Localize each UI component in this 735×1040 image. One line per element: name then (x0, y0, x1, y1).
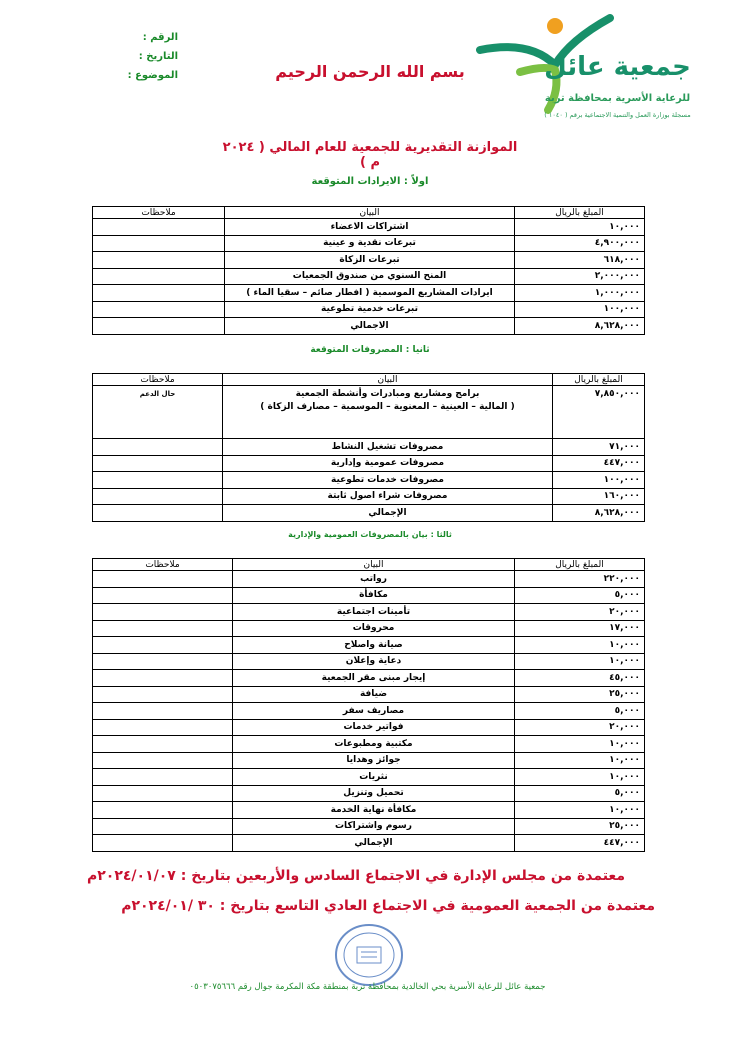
amount-cell: ٤٥,٠٠٠ (515, 670, 645, 687)
amount-header: المبلغ بالريال (553, 374, 645, 386)
notes-cell (93, 620, 233, 637)
amount-cell: ١٠,٠٠٠ (515, 736, 645, 753)
table-header-row (93, 559, 645, 571)
amount-cell: ١٠٠,٠٠٠ (515, 301, 645, 318)
amount-cell: ٢٠,٠٠٠ (515, 604, 645, 621)
notes-cell (93, 268, 225, 285)
notes-cell (93, 505, 223, 522)
table-row (93, 604, 645, 621)
notes-cell (93, 235, 225, 252)
desc-cell: مصروفات تشغيل النشاط (223, 439, 553, 456)
table-row (93, 752, 645, 769)
notes-header: ملاحظات (93, 374, 223, 386)
notes-cell (93, 301, 225, 318)
table-row (93, 719, 645, 736)
desc-cell: مكتبية ومطبوعات (233, 736, 515, 753)
amount-cell: ٨,٦٢٨,٠٠٠ (515, 318, 645, 335)
desc-cell: الاجمالي (225, 318, 515, 335)
document-title: الموازنة التقديرية للجمعية للعام المالي ( ٢٠٢٤ م ) (222, 140, 518, 170)
desc-cell: تحميل وتنزيل (233, 785, 515, 802)
notes-cell (93, 587, 233, 604)
desc-cell: إيجار مبنى مقر الجمعية (233, 670, 515, 687)
org-name: جمعية عائل (544, 52, 691, 82)
amount-cell: ١٠,٠٠٠ (515, 802, 645, 819)
desc-header: البيان (233, 559, 515, 571)
table-row (93, 802, 645, 819)
table-header-row (93, 374, 645, 386)
desc-cell: تبرعات نقدية و عينية (225, 235, 515, 252)
notes-cell (93, 571, 233, 588)
desc-cell (223, 386, 553, 439)
desc-cell: الإجمالي (233, 835, 515, 852)
basmala: بسم الله الرحمن الرحيم (275, 62, 465, 81)
desc-cell: اشتراكات الاعضاء (225, 219, 515, 236)
desc-cell: محروقات (233, 620, 515, 637)
desc-cell: مصروفات شراء اصول ثابتة (223, 488, 553, 505)
notes-cell (93, 219, 225, 236)
desc-cell: مكافأة (233, 587, 515, 604)
notes-header: ملاحظات (93, 559, 233, 571)
expenses-section-title: ثانيا : المصروفات المتوقعة (310, 345, 430, 355)
table-row (93, 620, 645, 637)
desc-header: البيان (225, 207, 515, 219)
amount-cell: ١٠,٠٠٠ (515, 769, 645, 786)
notes-cell (93, 686, 233, 703)
table-row (93, 785, 645, 802)
amount-cell: ١٦٠,٠٠٠ (553, 488, 645, 505)
desc-cell: جوائز وهدايا (233, 752, 515, 769)
board-approval: معتمدة من مجلس الإدارة في الاجتماع السادس والأربعين بتاريخ : ٢٠٢٤/٠١/٠٧م (86, 868, 625, 884)
table-row (93, 818, 645, 835)
notes-cell (93, 670, 233, 687)
revenue-table (92, 206, 645, 335)
amount-cell: ٢,٠٠٠,٠٠٠ (515, 268, 645, 285)
desc-cell: تأمينات اجتماعية (233, 604, 515, 621)
desc-cell: تبرعات الزكاة (225, 252, 515, 269)
footer-address: جمعية عائل للرعاية الأسرية بحي الخالدية بمحافظة تربة بمنطقة مكة المكرمة جوال رقم ٠٥٠٣٠٧٥٦٦٦ (189, 982, 546, 992)
desc-cell: فواتير خدمات (233, 719, 515, 736)
table-row (93, 769, 645, 786)
notes-cell (93, 818, 233, 835)
amount-cell: ٢٠,٠٠٠ (515, 719, 645, 736)
notes-cell (93, 653, 233, 670)
desc-cell: رسوم واشتراكات (233, 818, 515, 835)
notes-cell (93, 835, 233, 852)
amount-cell: ٤٤٧,٠٠٠ (515, 835, 645, 852)
desc-cell: المنح السنوي من صندوق الجمعيات (225, 268, 515, 285)
notes-cell (93, 318, 225, 335)
amount-cell: ٤,٩٠٠,٠٠٠ (515, 235, 645, 252)
notes-cell: حال الدعم (93, 386, 223, 439)
amount-cell: ٢٥,٠٠٠ (515, 686, 645, 703)
notes-cell (93, 252, 225, 269)
notes-cell (93, 719, 233, 736)
amount-cell: ٤٤٧,٠٠٠ (553, 455, 645, 472)
notes-cell (93, 488, 223, 505)
desc-cell: نثريات (233, 769, 515, 786)
date-label: التاريخ : (138, 51, 178, 62)
expenses-table (92, 373, 645, 522)
table-row (93, 252, 645, 269)
table-row (93, 587, 645, 604)
admin-expenses-table (92, 558, 645, 852)
assembly-approval: معتمدة من الجمعية العمومية في الاجتماع العادي التاسع بتاريخ : ٣٠ /٢٠٢٤/٠١م (121, 898, 655, 914)
subject-label: الموضوع : (127, 70, 178, 81)
table-row (93, 219, 645, 236)
amount-cell: ٥,٠٠٠ (515, 703, 645, 720)
notes-cell (93, 752, 233, 769)
amount-cell: ٢٥,٠٠٠ (515, 818, 645, 835)
desc-cell: مصروفات خدمات تطوعية (223, 472, 553, 489)
amount-cell: ٧,٨٥٠,٠٠٠ (553, 386, 645, 439)
notes-cell (93, 604, 233, 621)
table-row (93, 472, 645, 489)
amount-cell: ٧١,٠٠٠ (553, 439, 645, 456)
amount-cell: ١٠,٠٠٠ (515, 653, 645, 670)
notes-cell (93, 439, 223, 456)
table-row (93, 505, 645, 522)
table-row (93, 736, 645, 753)
notes-cell (93, 703, 233, 720)
amount-cell: ١٠,٠٠٠ (515, 752, 645, 769)
table-row (93, 703, 645, 720)
notes-cell (93, 769, 233, 786)
table-row (93, 235, 645, 252)
table-row (93, 455, 645, 472)
notes-cell (93, 785, 233, 802)
amount-cell: ٦١٨,٠٠٠ (515, 252, 645, 269)
table-row (93, 670, 645, 687)
notes-cell (93, 637, 233, 654)
notes-header: ملاحظات (93, 207, 225, 219)
org-registration: مسجلة بوزارة العمل والتنمية الاجتماعية برقم ( ١٠٤٠ ) (544, 111, 691, 119)
ref-label: الرقم : (142, 32, 178, 43)
notes-cell (93, 802, 233, 819)
desc-cell: دعاية وإعلان (233, 653, 515, 670)
table-row (93, 439, 645, 456)
table-row (93, 835, 645, 852)
desc-cell: تبرعات خدمية تطوعية (225, 301, 515, 318)
notes-cell (93, 455, 223, 472)
amount-cell: ٥,٠٠٠ (515, 785, 645, 802)
desc-cell: مصروفات عمومية وإدارية (223, 455, 553, 472)
table-row (93, 637, 645, 654)
amount-cell: ٨,٦٢٨,٠٠٠ (553, 505, 645, 522)
amount-header: المبلغ بالريال (515, 207, 645, 219)
desc-cell: ضيافة (233, 686, 515, 703)
desc-line: ( المالية – العينية – المعنوية – الموسمية – مصارف الزكاة ) (260, 402, 515, 412)
amount-header: المبلغ بالريال (515, 559, 645, 571)
table-row (93, 285, 645, 302)
table-row (93, 686, 645, 703)
table-header-row (93, 207, 645, 219)
amount-cell: ١,٠٠٠,٠٠٠ (515, 285, 645, 302)
table-row (93, 301, 645, 318)
amount-cell: ١٠,٠٠٠ (515, 637, 645, 654)
table-row (93, 386, 645, 439)
revenue-section-title: اولاً : الايرادات المتوقعة (311, 176, 429, 187)
notes-cell (93, 736, 233, 753)
document-meta (88, 28, 178, 85)
amount-cell: ٥,٠٠٠ (515, 587, 645, 604)
official-stamp-icon (333, 923, 405, 987)
desc-cell: صيانة واصلاح (233, 637, 515, 654)
desc-cell: مكافأة نهاية الخدمة (233, 802, 515, 819)
amount-cell: ١٠,٠٠٠ (515, 219, 645, 236)
amount-cell: ١٠٠,٠٠٠ (553, 472, 645, 489)
table-row (93, 268, 645, 285)
notes-cell (93, 285, 225, 302)
table-row (93, 318, 645, 335)
table-row (93, 488, 645, 505)
org-subtitle: للرعاية الأسرية بمحافظة تربة (544, 93, 691, 104)
notes-cell (93, 472, 223, 489)
amount-cell: ١٧,٠٠٠ (515, 620, 645, 637)
desc-cell: الإجمالي (223, 505, 553, 522)
amount-cell: ٢٢٠,٠٠٠ (515, 571, 645, 588)
desc-cell: رواتب (233, 571, 515, 588)
admin-section-title: ثالثا : بيان بالمصروفات العمومية والإدارية (288, 530, 452, 539)
table-row (93, 571, 645, 588)
desc-header: البيان (223, 374, 553, 386)
desc-line: برامج ومشاريع ومبادرات وأنشطة الجمعية (295, 389, 480, 399)
desc-cell: ايرادات المشاريع الموسمية ( افطار صائم – سقيا الماء ) (225, 285, 515, 302)
desc-cell: مصاريف سفر (233, 703, 515, 720)
table-row (93, 653, 645, 670)
